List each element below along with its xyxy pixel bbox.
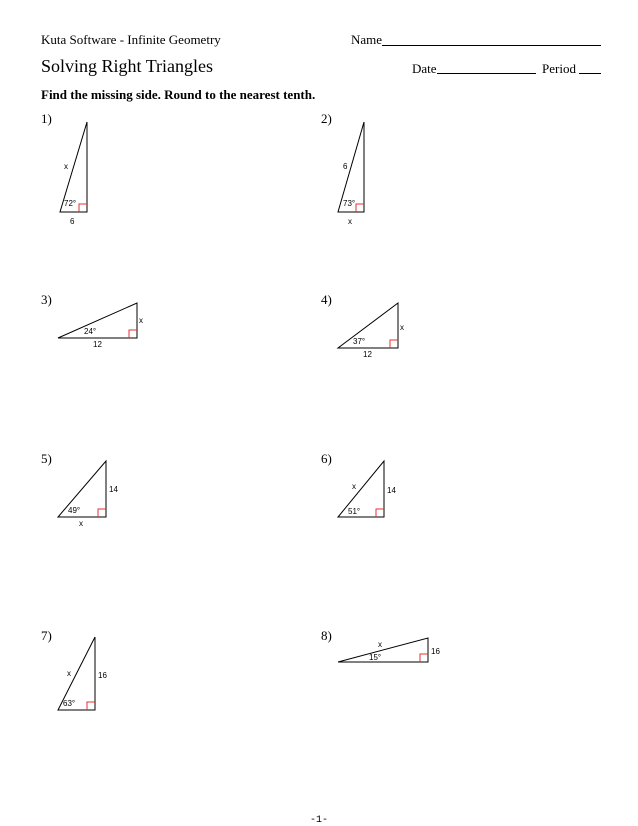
problem-7-angle: 63° (63, 699, 76, 708)
page-number: -1- (309, 815, 328, 826)
triangle-5 (58, 461, 118, 528)
problem-1-label-x: x (64, 162, 68, 171)
problem-2-label-6: 6 (343, 162, 348, 171)
problem-2-number: 2) (321, 111, 332, 126)
triangle-8 (338, 638, 440, 662)
problem-8-angle: 15° (369, 653, 382, 662)
problem-8-label-x: x (378, 640, 382, 649)
problem-6-angle: 51° (348, 507, 361, 516)
problem-3-number: 3) (41, 292, 52, 307)
instructions: Find the missing side. Round to the nearest tenth. (41, 87, 316, 102)
triangle-1 (60, 122, 87, 226)
problem-6-label-14: 14 (387, 486, 396, 495)
problem-4-number: 4) (321, 292, 332, 307)
problem-5-angle: 49° (68, 506, 81, 515)
problem-6-number: 6) (321, 451, 332, 466)
problem-8-label-16: 16 (431, 647, 440, 656)
date-label: Date (412, 61, 437, 76)
problem-1-label-6: 6 (70, 217, 75, 226)
triangle-4 (338, 303, 404, 359)
problem-5-label-14: 14 (109, 485, 118, 494)
problem-1-number: 1) (41, 111, 52, 126)
problem-8-number: 8) (321, 628, 332, 643)
problem-4-label-12: 12 (363, 350, 372, 359)
triangle-2 (338, 122, 364, 226)
software-name: Kuta Software - Infinite Geometry (41, 32, 221, 47)
problem-3-label-x: x (139, 316, 143, 325)
triangle-3 (58, 303, 143, 349)
problem-1-angle: 72° (64, 199, 77, 208)
problem-5-label-x: x (79, 519, 83, 528)
problem-3-angle: 24° (84, 327, 97, 336)
problem-6-label-x: x (352, 482, 356, 491)
problem-2-label-x: x (348, 217, 352, 226)
problem-4-label-x: x (400, 323, 404, 332)
name-label: Name (351, 32, 383, 47)
problem-7-label-16: 16 (98, 671, 107, 680)
period-label: Period (542, 61, 576, 76)
problem-7-number: 7) (41, 628, 52, 643)
triangle-6 (338, 461, 396, 517)
problem-5-number: 5) (41, 451, 52, 466)
triangle-7 (58, 637, 107, 710)
problem-3-label-12: 12 (93, 340, 102, 349)
problem-4-angle: 37° (353, 337, 366, 346)
worksheet-title: Solving Right Triangles (41, 56, 214, 76)
problem-2-angle: 73° (343, 199, 356, 208)
problem-7-label-x: x (67, 669, 71, 678)
